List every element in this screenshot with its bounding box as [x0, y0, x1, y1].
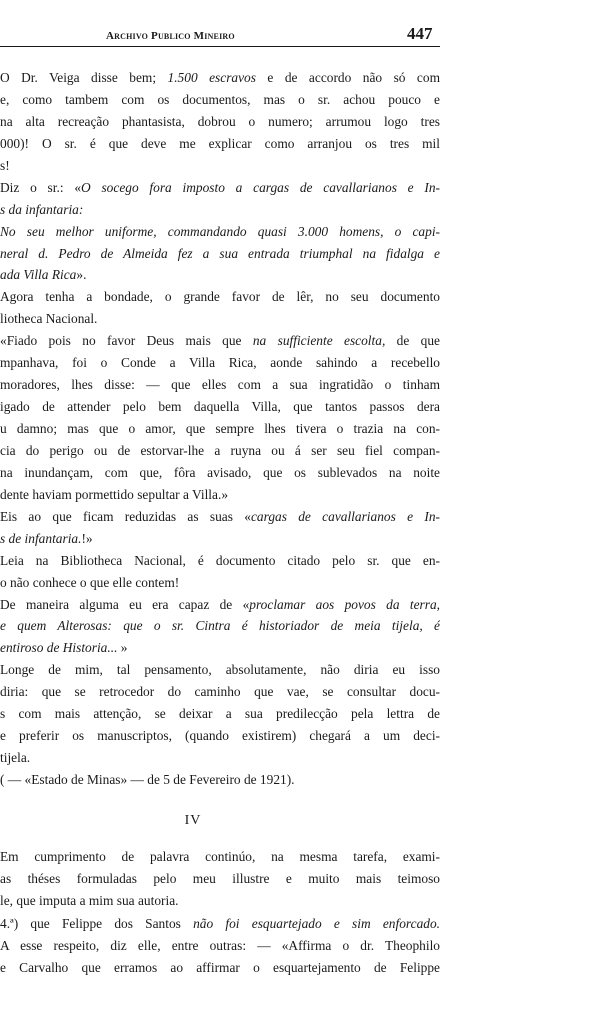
text-segment: Diz o sr.: «	[0, 179, 82, 195]
text-segment: A esse respeito, diz elle, entre outras: — «Affirma o dr. Theophilo	[0, 937, 440, 953]
text-segment: na inundançam, com que, fôra avisado, que os sublevados na noite	[0, 464, 440, 480]
text-segment: Longe de mim, tal pensamento, absolutamente, não diria eu isso	[0, 662, 440, 678]
italic-text: e quem Alterosas: que o sr. Cintra é historiador de meia tijela, é	[0, 618, 440, 634]
italic-text: O socego fora imposto a cargas de cavallarianos e In-	[81, 179, 440, 195]
text-segment: de que	[385, 333, 440, 349]
text-segment: tijela.	[0, 750, 31, 766]
text-line	[0, 133, 440, 155]
italic-text: cargas de cavallarianos e In-	[250, 508, 440, 524]
text-segment: ( — «Estado de Minas» — de 5 de Fevereiro de 1921).	[0, 772, 295, 787]
text-line	[0, 155, 440, 177]
text-line	[0, 352, 440, 374]
text-segment: ».	[76, 267, 87, 283]
text-line	[0, 637, 440, 659]
italic-text: neral d. Pedro de Almeida fez a sua entrada triumphal na fidalga e	[0, 245, 440, 261]
text-line	[0, 747, 440, 769]
text-line	[0, 913, 440, 935]
text-segment: O Dr. Veiga disse bem;	[0, 70, 168, 85]
text-line	[0, 725, 440, 747]
text-line	[0, 374, 440, 396]
text-segment: igado de attender pelo bem daquella Villa, que tantos passos dera	[0, 399, 440, 415]
text-segment: moradores, lhes disse: — que elles com a sua ingratidão o tinham	[0, 377, 440, 393]
text-line	[0, 703, 440, 725]
body-text	[0, 67, 440, 791]
text-line	[0, 462, 440, 484]
text-line	[0, 572, 440, 594]
text-line	[0, 199, 440, 221]
text-segment: cia do perigo ou de estorvar-lhe a ruyna ou á ser seu fiel compan-	[0, 442, 440, 458]
text-segment: Em cumprimento de palavra continúo, na mesma tarefa, exami-	[0, 849, 440, 864]
text-line	[0, 681, 440, 703]
text-line	[0, 177, 440, 199]
text-segment: e, como tambem com os documentos, mas o sr. achou pouco e	[0, 91, 440, 107]
text-line	[0, 418, 440, 440]
text-line	[0, 396, 440, 418]
text-segment: Agora tenha a bondade, o grande favor de lêr, no seu documento	[0, 289, 440, 305]
italic-text: No seu melhor uniforme, commandando quasi 3.000 homens, o capi-	[0, 223, 440, 239]
text-segment: e de accordo não só com	[255, 70, 440, 85]
text-line	[0, 615, 440, 637]
running-title: Archivo Publico Mineiro	[106, 30, 235, 42]
text-segment: le, que imputa a mim sua autoria.	[0, 893, 179, 909]
text-line	[0, 506, 440, 528]
text-line	[0, 957, 440, 979]
text-line	[0, 330, 440, 352]
text-segment: e preferir os manuscriptos, (quando existirem) chegará a um deci-	[0, 728, 440, 744]
italic-text: entiroso de Historia...	[0, 640, 118, 656]
italic-text: não foi esquartejado e sim enforcado.	[193, 915, 440, 931]
text-segment: dente haviam pormettido sepultar a Villa.»	[0, 486, 229, 502]
italic-text: ada Villa Rica	[0, 267, 77, 283]
italic-text: 1.500 escravos	[167, 70, 256, 85]
text-line	[0, 594, 440, 616]
text-line	[0, 264, 440, 286]
text-line	[0, 111, 440, 133]
text-segment: mpanhava, foi o Conde a Villa Rica, aonde sahindo a recebello	[0, 355, 440, 371]
text-segment: liotheca Nacional.	[0, 311, 98, 327]
italic-text: s da infantaria:	[0, 201, 84, 217]
text-segment: as théses formuladas pelo meu illustre e muito mais teimoso	[0, 871, 440, 887]
text-line	[0, 67, 440, 89]
text-line	[0, 846, 440, 868]
italic-text: na sufficiente escolta,	[252, 333, 386, 349]
text-segment: De maneira alguma eu era capaz de «	[0, 596, 250, 612]
section-numeral: IV	[184, 813, 202, 828]
text-line	[0, 308, 440, 330]
text-segment: 4.ª) que Felippe dos Santos	[0, 915, 194, 931]
running-header	[0, 24, 591, 48]
header-rule	[0, 46, 440, 47]
text-segment: u damno; mas que o amor, que sempre lhes tivera o trazia na con-	[0, 421, 440, 436]
text-line	[0, 286, 440, 308]
text-segment: «Fiado pois no favor Deus mais que	[0, 333, 253, 349]
text-line	[0, 935, 440, 957]
body-text-section-iv	[0, 846, 440, 979]
text-line	[0, 243, 440, 265]
text-line	[0, 769, 440, 791]
text-line	[0, 890, 440, 912]
text-segment: e Carvalho que erramos ao affirmar o esquartejamento de Felippe	[0, 959, 440, 975]
text-line	[0, 484, 440, 506]
text-segment: s com mais attenção, se deixar a sua predilecção pela lettra de	[0, 706, 440, 722]
text-segment: Eis ao que ficam reduzidas as suas «	[0, 508, 251, 524]
text-line	[0, 868, 440, 890]
text-segment: na alta recreação phantasista, dobrou o numero; arrumou logo tres	[0, 113, 440, 129]
text-segment: »	[117, 640, 128, 656]
page-number: 447	[407, 24, 433, 43]
text-line	[0, 550, 440, 572]
text-segment: s!	[0, 157, 10, 173]
text-line	[0, 659, 440, 681]
text-segment: o não conhece o que elle contem!	[0, 574, 180, 590]
text-line	[0, 440, 440, 462]
italic-text: s de infantaria.	[0, 530, 82, 546]
text-line	[0, 89, 440, 111]
text-line	[0, 221, 440, 243]
text-segment: diria: que se retrocedor do caminho que vae, se consultar docu-	[0, 684, 440, 700]
text-segment: 000)! O sr. é que deve me explicar como arranjou os tres mil	[0, 135, 440, 151]
text-segment: !»	[81, 530, 93, 546]
italic-text: proclamar aos povos da terra,	[249, 596, 440, 612]
text-segment: Leia na Bibliotheca Nacional, é documento citado pelo sr. que en-	[0, 552, 440, 568]
text-line	[0, 528, 440, 550]
